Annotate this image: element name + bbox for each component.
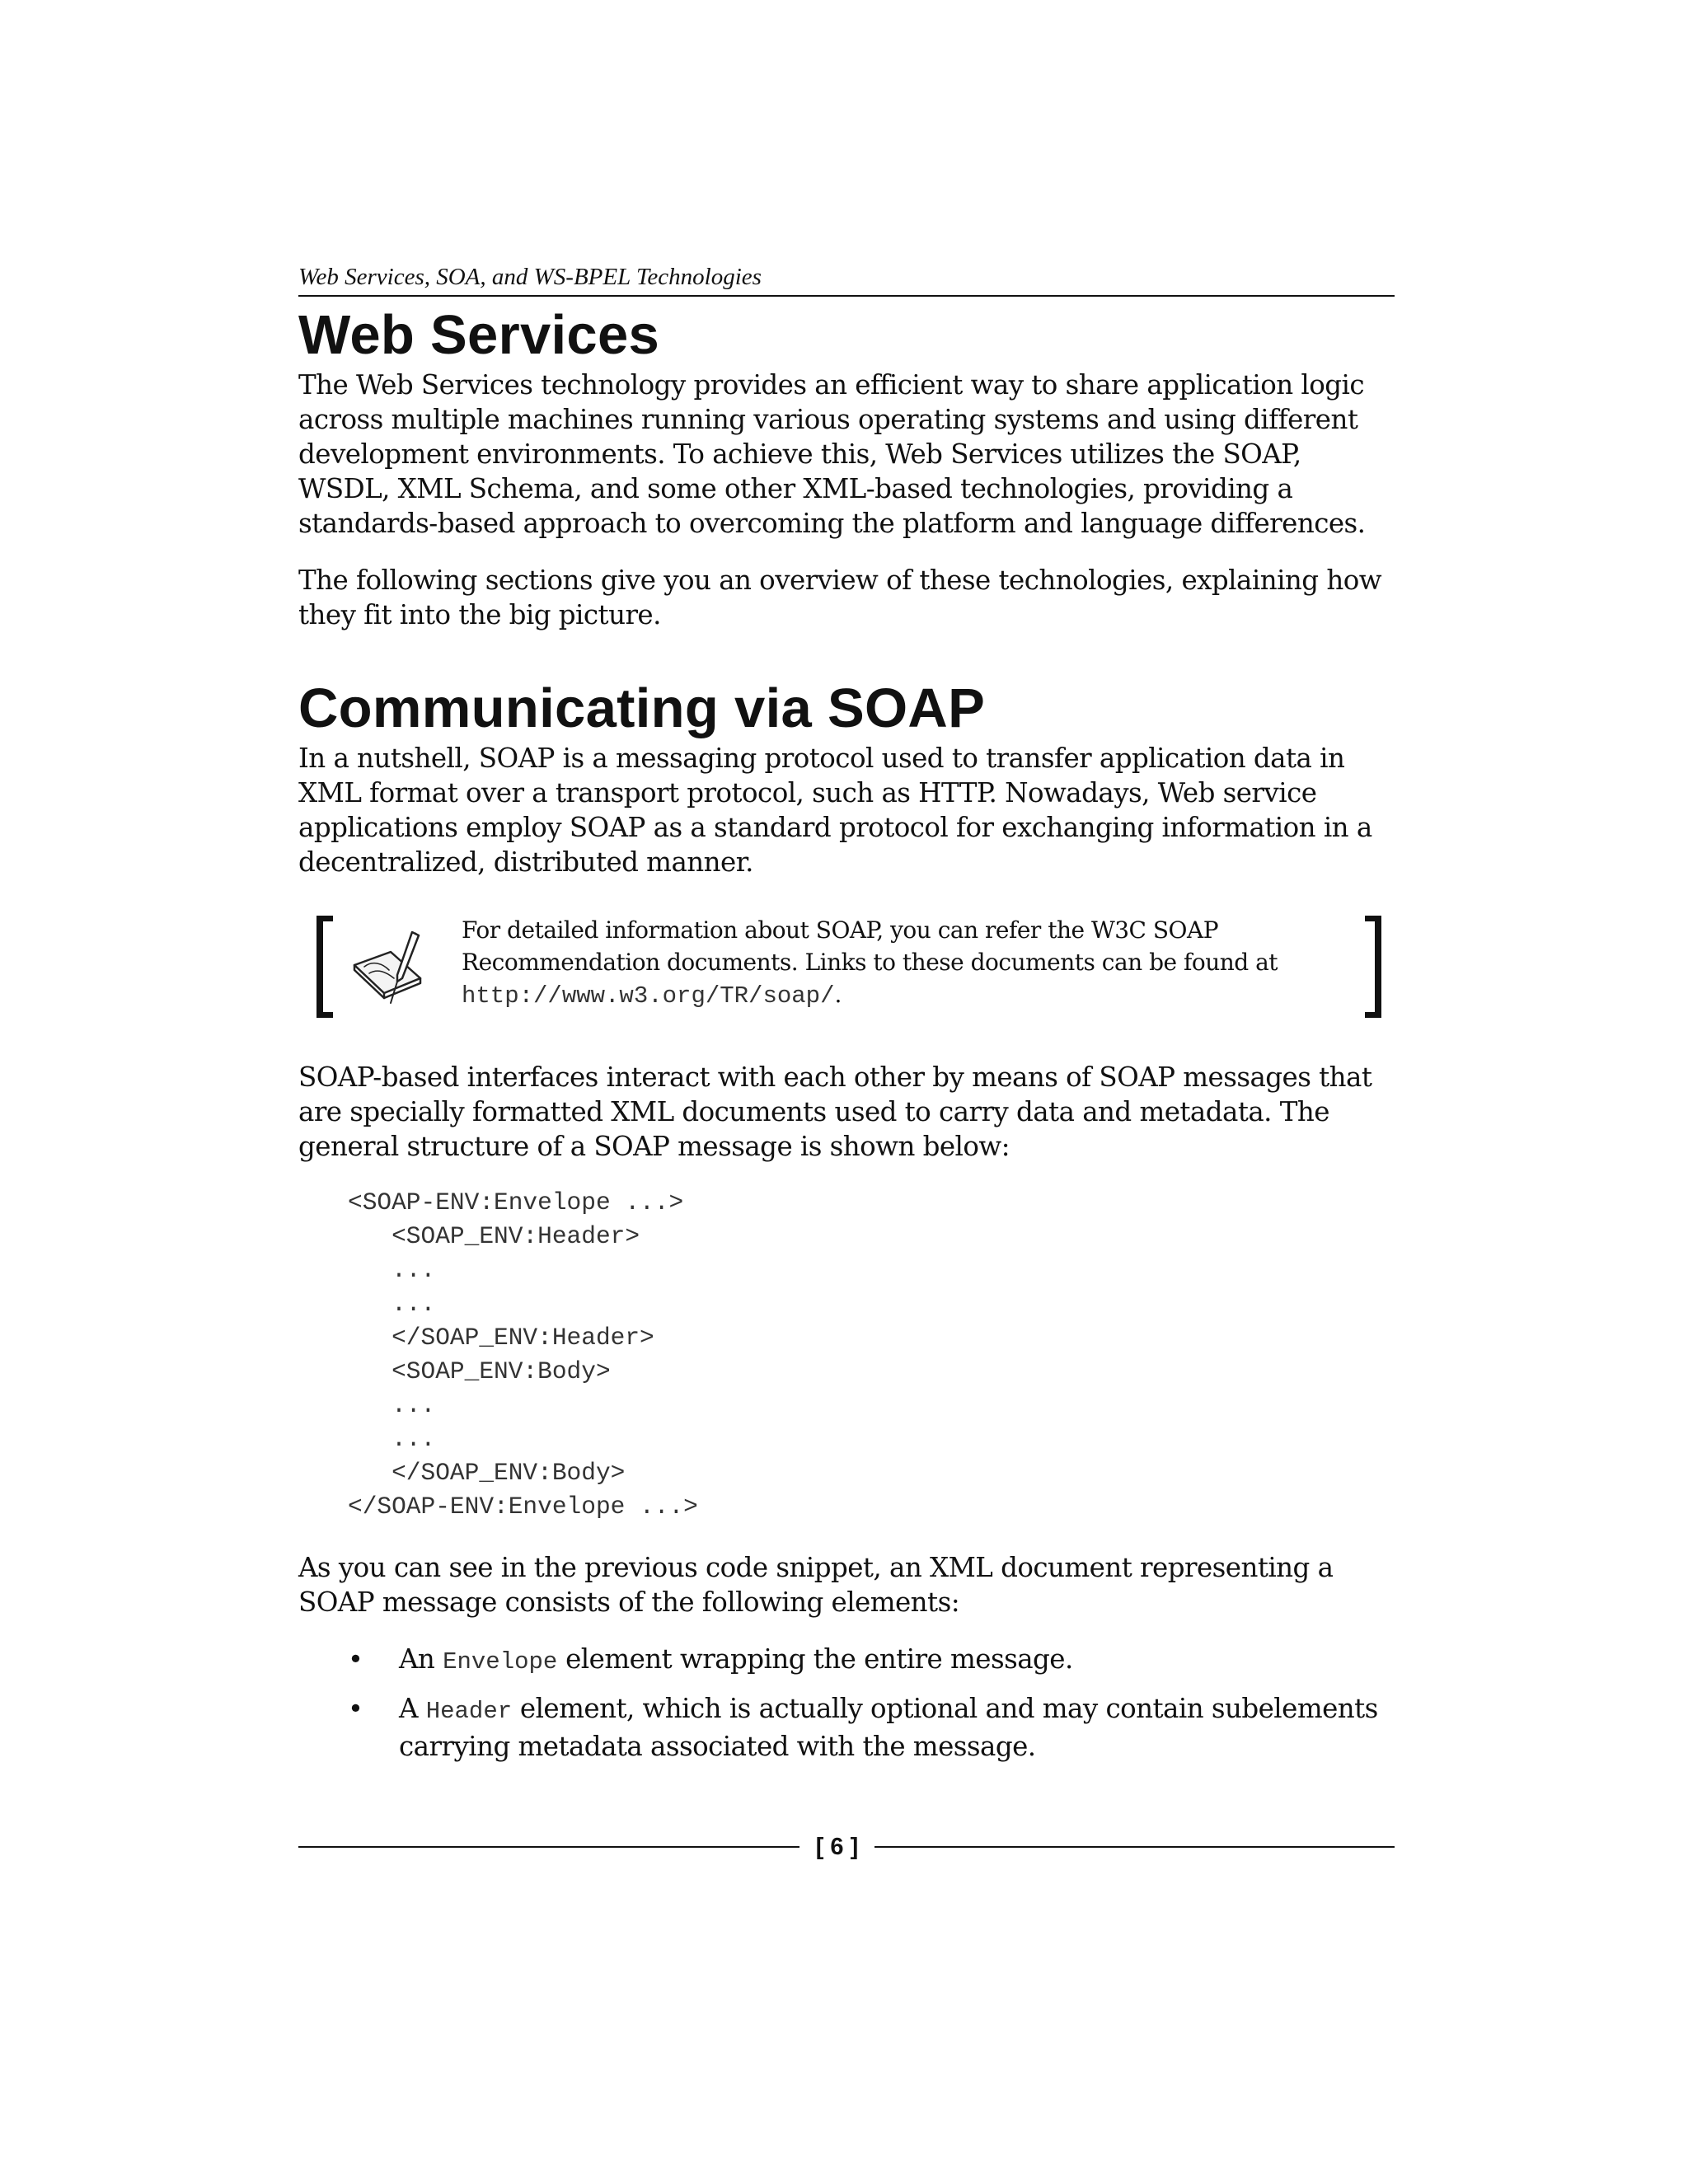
page-number: [ 6 ] xyxy=(815,1834,859,1860)
paragraph: SOAP-based interfaces interact with each other by means of SOAP messages that are specially formatted XML documents used to carry data and metadata. The general structure of a SOAP message is shown below: xyxy=(298,1062,1372,1162)
note-box xyxy=(298,914,1395,1033)
page-footer xyxy=(298,1830,1395,1863)
element-list xyxy=(298,1642,1395,1764)
list-item-code: Envelope xyxy=(443,1648,558,1675)
paragraph: The Web Services technology provides an efficient way to share application logic across multiple machines running various operating systems and using different development environments. To achieve this, Web Services utilizes the SOAP, WSDL, XML Schema, and some other XML-based technologies, providing a standards-based approach to overcoming the platform and language differences. xyxy=(298,369,1366,539)
list-item xyxy=(298,1642,1395,1680)
list-item-post: element, which is actually optional and may contain subelements carrying metadata associated with the message. xyxy=(399,1693,1378,1762)
section-title-web-services: Web Services xyxy=(298,304,660,366)
footer-rule-left xyxy=(298,1846,799,1848)
note-text xyxy=(462,914,1319,1012)
note-body: For detailed information about SOAP, you can refer the W3C SOAP Recommendation documents. Links to these documents can be found at xyxy=(462,916,1278,976)
code-snippet: <SOAP-ENV:Envelope ...> <SOAP_ENV:Header> ... ... </SOAP_ENV:Header> <SOAP_ENV:Body> ... ... </SOAP_ENV:Body> </SOAP-ENV:Envelope ...> xyxy=(348,1188,698,1521)
page-content xyxy=(298,260,1395,1775)
paragraph: In a nutshell, SOAP is a messaging protocol used to transfer application data in XML format over a transport protocol, such as HTTP. Nowadays, Web service applications employ SOAP as a standard protocol for exchanging information in a decentralized, distributed manner. xyxy=(298,743,1372,878)
note-trailing: . xyxy=(834,981,842,1008)
list-item-code: Header xyxy=(425,1698,513,1725)
bullet-icon: • xyxy=(348,1643,363,1675)
right-bracket xyxy=(1365,916,1381,1018)
list-item xyxy=(298,1691,1395,1764)
bullet-icon: • xyxy=(348,1693,363,1724)
note-pen-icon xyxy=(348,927,430,1010)
left-bracket xyxy=(316,916,333,1018)
section-title-soap: Communicating via SOAP xyxy=(298,677,986,739)
list-item-post: element wrapping the entire message. xyxy=(557,1643,1073,1675)
note-url-link[interactable]: http://www.w3.org/TR/soap/ xyxy=(462,982,835,1010)
running-head: Web Services, SOA, and WS-BPEL Technologies xyxy=(298,260,1395,297)
paragraph: The following sections give you an overview of these technologies, explaining how they fit into the big picture. xyxy=(298,565,1382,630)
footer-rule-right xyxy=(874,1846,1395,1848)
list-item-pre: A xyxy=(399,1693,426,1724)
list-item-pre: An xyxy=(399,1643,443,1675)
paragraph: As you can see in the previous code snippet, an XML document representing a SOAP message consists of the following elements: xyxy=(298,1552,1334,1618)
